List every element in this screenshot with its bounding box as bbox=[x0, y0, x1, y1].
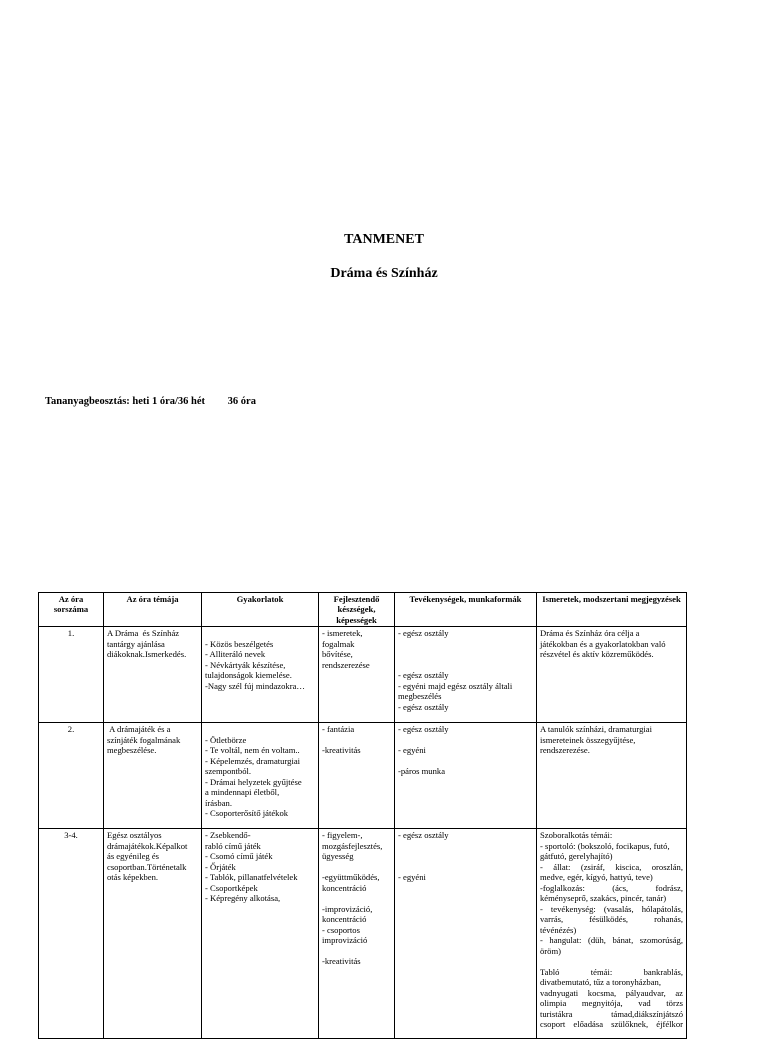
lesson-notes bbox=[537, 829, 687, 1039]
text-line: medve, egér, kígyó, hattyú, teve) bbox=[540, 872, 653, 883]
document-title: TANMENET bbox=[344, 232, 424, 247]
text-line: -kreativitás bbox=[322, 956, 361, 967]
text-line bbox=[398, 639, 533, 649]
text-line: - Csoportképek bbox=[205, 882, 258, 893]
lesson-topic bbox=[104, 829, 202, 1039]
text-line: - tevékenység: (vasalás, hólapátolás, bbox=[540, 903, 683, 914]
lesson-exercises bbox=[202, 723, 319, 829]
header-exercises: Gyakorlatok bbox=[202, 593, 319, 627]
text-line bbox=[205, 628, 315, 638]
lesson-plan-table bbox=[38, 592, 687, 1039]
text-line: - figyelem-, bbox=[322, 830, 363, 841]
text-line: - egész osztály bbox=[398, 701, 449, 712]
text-line: ismereteinek összegyűjtése, bbox=[540, 734, 636, 745]
text-line: - állat: (zsiráf, kiscica, oroszlán, bbox=[540, 861, 683, 872]
text-line: - egész osztály bbox=[398, 830, 449, 841]
text-line: -páros munka bbox=[398, 766, 446, 777]
text-line: - Drámai helyzetek gyűjtése bbox=[205, 776, 302, 787]
text-line: - Te voltál, nem én voltam.. bbox=[205, 745, 300, 756]
lesson-activities bbox=[395, 829, 537, 1039]
text-line: - ismeretek, bbox=[322, 628, 363, 639]
header-notes: Ismeretek, modszertani megjegyzések bbox=[537, 593, 687, 627]
text-line: A Dráma és Színház bbox=[107, 628, 180, 639]
text-line: fogalmak bbox=[322, 638, 355, 649]
text-line: diákoknak.Ismerkedés. bbox=[107, 649, 187, 660]
table-row bbox=[39, 627, 687, 723]
text-line: -foglalkozás: (ács, fodrász, bbox=[540, 882, 683, 893]
lesson-activities bbox=[395, 723, 537, 829]
text-line: - egyéni bbox=[398, 745, 426, 756]
text-line: - Névkártyák készítése, bbox=[205, 659, 286, 670]
text-line bbox=[322, 735, 391, 745]
header-skills: Fejlesztendő készségek, képességek bbox=[319, 593, 395, 627]
text-line: koncentráció bbox=[322, 882, 367, 893]
lesson-skills bbox=[319, 723, 395, 829]
text-line bbox=[398, 649, 533, 659]
text-line bbox=[398, 862, 533, 872]
text-line: bővítése, bbox=[322, 649, 353, 660]
text-line: -improvizáció, bbox=[322, 903, 373, 914]
text-line: - Zsebkendő- bbox=[205, 830, 251, 841]
text-line: drámajátékok.Képalkot bbox=[107, 840, 188, 851]
text-line: - sportoló: (bokszoló, focikapus, futó, bbox=[540, 840, 670, 851]
text-line bbox=[540, 956, 683, 966]
text-line bbox=[398, 851, 533, 861]
text-line: - Őrjáték bbox=[205, 861, 236, 872]
text-line: rendszerezése bbox=[322, 659, 370, 670]
text-line: - Tablók, pillanatfelvételek bbox=[205, 872, 298, 883]
text-line: A drámajáték és a bbox=[107, 724, 171, 735]
header-lesson-number: Az óra sorszáma bbox=[39, 593, 104, 627]
text-line: rendszerezése. bbox=[540, 745, 590, 756]
text-line: - egyéni bbox=[398, 872, 426, 883]
text-line: megbeszélése. bbox=[107, 745, 157, 756]
text-line: csoport előadása szülőknek, éjfélkor bbox=[540, 1019, 683, 1030]
text-line: -Nagy szél fúj mindazokra… bbox=[205, 680, 305, 691]
text-line: - Közös beszélgetés bbox=[205, 638, 274, 649]
text-line: tévénézés) bbox=[540, 924, 577, 935]
text-line bbox=[398, 756, 533, 766]
lesson-exercises bbox=[202, 829, 319, 1039]
lesson-skills bbox=[319, 627, 395, 723]
text-line: varrás, fésülködés, rohanás, bbox=[540, 914, 683, 925]
text-line bbox=[398, 841, 533, 851]
text-line: megbeszélés bbox=[398, 691, 442, 702]
lesson-number: 2. bbox=[39, 723, 104, 829]
text-line: - Képelemzés, dramaturgiai bbox=[205, 755, 301, 766]
text-line: - fantázia bbox=[322, 724, 355, 735]
lesson-topic bbox=[104, 627, 202, 723]
text-line: ás egyénileg és bbox=[107, 851, 160, 862]
text-line: szempontból. bbox=[205, 766, 252, 777]
lesson-notes bbox=[537, 723, 687, 829]
text-line: turistákra támad,diákszínjátszó bbox=[540, 1008, 683, 1019]
text-line: - Csoporterősítő játékok bbox=[205, 808, 289, 819]
text-line: öröm) bbox=[540, 945, 562, 956]
header-activities: Tevékenységek, munkaformák bbox=[395, 593, 537, 627]
text-line: A tanulók színházi, dramaturgiai bbox=[540, 724, 653, 735]
text-line: - Ötletbörze bbox=[205, 734, 247, 745]
text-line: - Képregény alkotása, bbox=[205, 893, 281, 904]
text-line: -együttműködés, bbox=[322, 872, 380, 883]
text-line: koncentráció bbox=[322, 914, 367, 925]
text-line: csoportban.Történetalk bbox=[107, 861, 187, 872]
lesson-number: 3-4. bbox=[39, 829, 104, 1039]
text-line: improvizáció bbox=[322, 935, 368, 946]
text-line: Szoboralkotás témái: bbox=[540, 830, 613, 841]
text-line: részvétel és aktív közreműködés. bbox=[540, 649, 654, 660]
text-line: - csoportos bbox=[322, 924, 360, 935]
text-line: - hangulat: (düh, bánat, szomorúság, bbox=[540, 935, 683, 946]
table-row bbox=[39, 829, 687, 1039]
text-line: - egész osztály bbox=[398, 670, 449, 681]
lesson-number: 1. bbox=[39, 627, 104, 723]
lesson-exercises bbox=[202, 627, 319, 723]
text-line: Tabló témái: bankrablás, bbox=[540, 966, 683, 977]
text-line: mozgásfejlesztés, bbox=[322, 840, 383, 851]
lesson-topic bbox=[104, 723, 202, 829]
text-line: - Csomó című játék bbox=[205, 851, 273, 862]
table-row bbox=[39, 723, 687, 829]
text-line: tulajdonságok kiemelése. bbox=[205, 670, 292, 681]
text-line: otás képekben. bbox=[107, 872, 159, 883]
text-line: vadnyugati kocsma, pályaudvar, az bbox=[540, 987, 683, 998]
schedule-summary bbox=[45, 396, 256, 407]
text-line bbox=[398, 735, 533, 745]
text-line: kéményseprő, szakács, pincér, tanár) bbox=[540, 893, 667, 904]
text-line: - egész osztály bbox=[398, 628, 449, 639]
text-line bbox=[205, 724, 315, 734]
text-line: ügyesség bbox=[322, 851, 354, 862]
document-subtitle: Dráma és Színház bbox=[330, 266, 438, 281]
text-line bbox=[322, 893, 391, 903]
text-line bbox=[398, 660, 533, 670]
schedule-hours: 36 óra bbox=[227, 396, 256, 407]
text-line: tantárgy ajánlása bbox=[107, 638, 165, 649]
text-line: divatbemutató, tűz a toronyházban, bbox=[540, 977, 661, 988]
text-line: a mindennapi életből, bbox=[205, 787, 280, 798]
text-line: színjáték fogalmának bbox=[107, 734, 181, 745]
text-line: Dráma és Színház óra célja a bbox=[540, 628, 640, 639]
text-line: -kreativitás bbox=[322, 745, 361, 756]
text-line: írásban. bbox=[205, 797, 232, 808]
lesson-skills bbox=[319, 829, 395, 1039]
lesson-notes bbox=[537, 627, 687, 723]
text-line: - egyéni majd egész osztály általi bbox=[398, 680, 513, 691]
schedule-label: Tananyagbeosztás: heti 1 óra/36 hét bbox=[45, 396, 206, 407]
table-header-row bbox=[39, 593, 687, 627]
text-line: olimpia megnyitója, vad törzs bbox=[540, 998, 683, 1009]
text-line bbox=[322, 946, 391, 956]
text-line: - Alliteráló nevek bbox=[205, 649, 266, 660]
lesson-activities bbox=[395, 627, 537, 723]
text-line: Egész osztályos bbox=[107, 830, 162, 841]
text-line: játékokban és a gyakorlatokban való bbox=[540, 638, 666, 649]
text-line: rabló című játék bbox=[205, 840, 261, 851]
text-line: gátfutó, gerelyhajító) bbox=[540, 851, 613, 862]
header-lesson-topic: Az óra témája bbox=[104, 593, 202, 627]
text-line bbox=[322, 862, 391, 872]
text-line: - egész osztály bbox=[398, 724, 449, 735]
